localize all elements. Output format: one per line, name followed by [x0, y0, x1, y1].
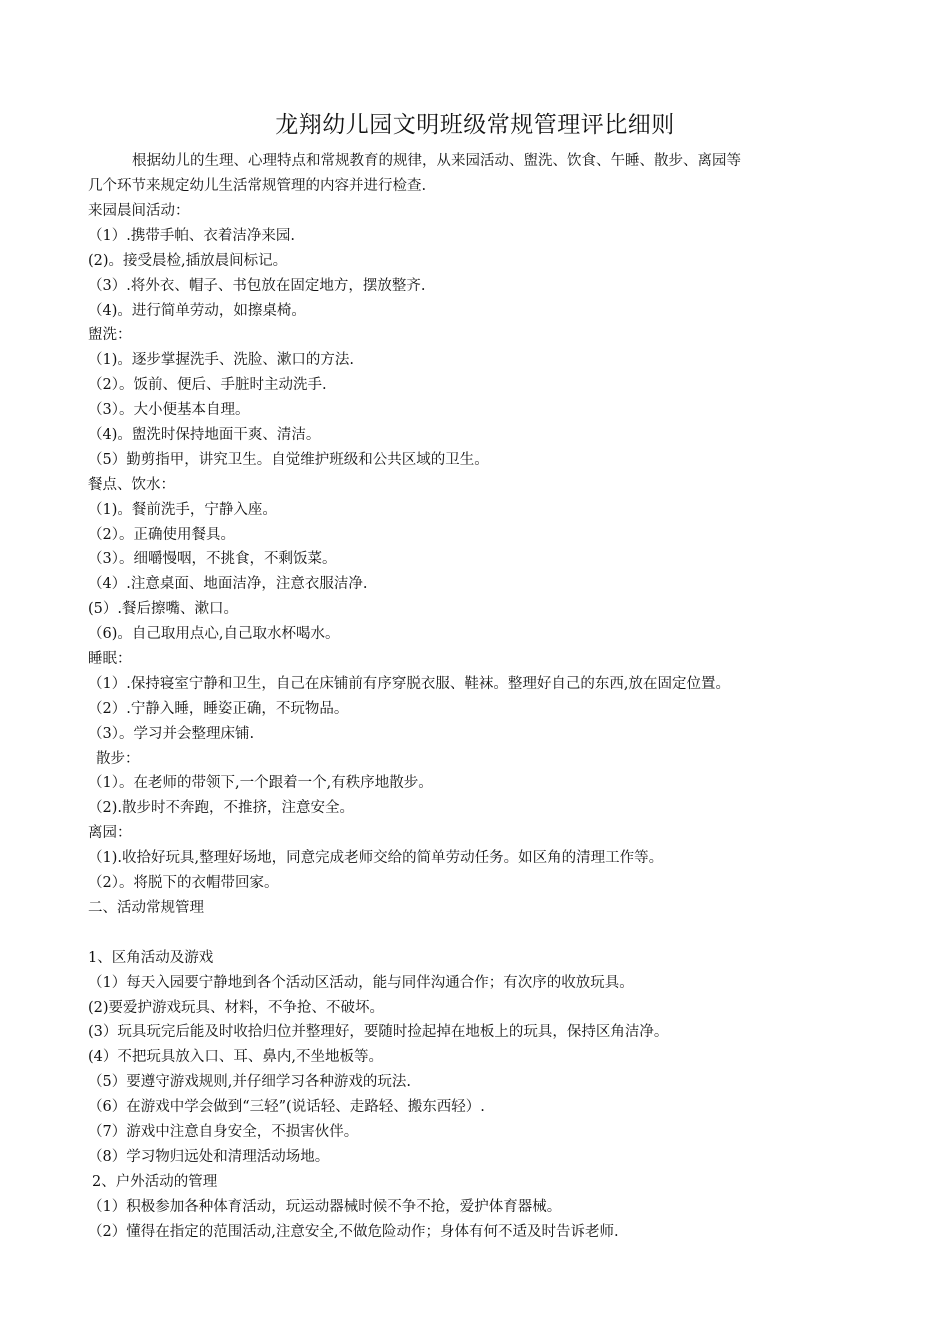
body-line: 二、活动常规管理 — [88, 899, 204, 916]
body-line: (5）.餐后擦嘴、漱口。 — [88, 601, 238, 618]
body-line: 1、区角活动及游戏 — [88, 949, 214, 966]
body-line: （7）游戏中注意自身安全，不损害伙伴。 — [88, 1123, 359, 1140]
body-line: (2)要爱护游戏玩具、材料，不争抢、不破坏。 — [88, 999, 385, 1016]
body-line: （1）每天入园要宁静地到各个活动区活动，能与同伴沟通合作；有次序的收放玩具。 — [88, 974, 634, 991]
body-line: 餐点、饮水： — [88, 476, 175, 493]
body-line: 散步： — [96, 750, 140, 767]
body-line: (3）玩具玩完后能及时收拾归位并整理好，要随时捡起掉在地板上的玩具，保持区角洁净。 — [88, 1024, 669, 1041]
body-line: （2）懂得在指定的范围活动,注意安全,不做危险动作；身体有何不适及时告诉老师. — [88, 1223, 619, 1240]
body-line: （1)。餐前洗手，宁静入座。 — [88, 501, 277, 518]
body-line: （4)。盥洗时保持地面干爽、清洁。 — [88, 427, 321, 444]
body-line: （6）在游戏中学会做到“三轻”(说话轻、走路轻、搬东西轻）. — [88, 1099, 485, 1116]
body-line: （2).散步时不奔跑，不推挤，注意安全。 — [88, 800, 354, 817]
body-line: （6)。自己取用点心,自己取水杯喝水。 — [88, 626, 340, 643]
intro-line-2: 几个环节来规定幼儿生活常规管理的内容并进行检查. — [88, 178, 427, 194]
body-line: （2）。饭前、便后、手脏时主动洗手. — [88, 377, 327, 394]
document-title: 龙翔幼儿园文明班级常规管理评比细则 — [275, 112, 675, 138]
body-line: (4）不把玩具放入口、耳、鼻内,不坐地板等。 — [88, 1049, 383, 1066]
body-line: （4)。进行简单劳动，如擦桌椅。 — [88, 302, 306, 319]
body-line: （1）.保持寝室宁静和卫生，自己在床铺前有序穿脱衣服、鞋袜。整理好自己的东西,放在固定位置。 — [88, 675, 730, 692]
body-line: （3）。大小便基本自理。 — [88, 402, 250, 419]
body-line: （5）要遵守游戏规则,并仔细学习各种游戏的玩法. — [88, 1074, 411, 1091]
body-line: （2）。正确使用餐具。 — [88, 526, 235, 543]
body-line: （5）勤剪指甲，讲究卫生。自觉维护班级和公共区域的卫生。 — [88, 451, 489, 468]
body-line: （3）。细嚼慢咽，不挑食，不剩饭菜。 — [88, 551, 337, 568]
body-line: （1）积极参加各种体育活动，玩运动器械时候不争不抢，爱护体育器械。 — [88, 1198, 562, 1215]
body-line: （1）。在老师的带领下,一个跟着一个,有秩序地散步。 — [88, 775, 433, 792]
body-line: 睡眠： — [88, 651, 132, 668]
body-line: 来园晨间活动： — [88, 203, 190, 219]
body-line: （3）.将外衣、帽子、书包放在固定地方，摆放整齐. — [88, 277, 426, 294]
body-line — [88, 921, 878, 946]
body-line: 离园： — [88, 825, 132, 842]
intro-paragraph — [88, 149, 868, 199]
body-line: （2）.宁静入睡，睡姿正确，不玩物品。 — [88, 700, 349, 717]
body-line: （1）.携带手帕、衣着洁净来园. — [88, 227, 295, 244]
body-line: 2、户外活动的管理 — [92, 1173, 218, 1190]
body-line: （4）.注意桌面、地面洁净，注意衣服洁净. — [88, 576, 368, 593]
body-line: （1).收拾好玩具,整理好场地，同意完成老师交给的简单劳动任务。如区角的清理工作等。 — [88, 850, 664, 867]
body-line: 盥洗： — [88, 327, 132, 344]
intro-line-1: 根据幼儿的生理、心理特点和常规教育的规律，从来园活动、盥洗、饮食、午睡、散步、离园等 — [132, 153, 741, 169]
body-line: （2）。将脱下的衣帽带回家。 — [88, 875, 279, 892]
body-text — [88, 199, 878, 1244]
body-line: （1)。逐步掌握洗手、洗脸、漱口的方法. — [88, 352, 354, 369]
body-line: （8）学习物归远处和清理活动场地。 — [88, 1148, 330, 1165]
body-line: (2)。接受晨检,插放晨间标记。 — [88, 252, 288, 269]
body-line: （3）。学习并会整理床铺. — [88, 725, 255, 742]
